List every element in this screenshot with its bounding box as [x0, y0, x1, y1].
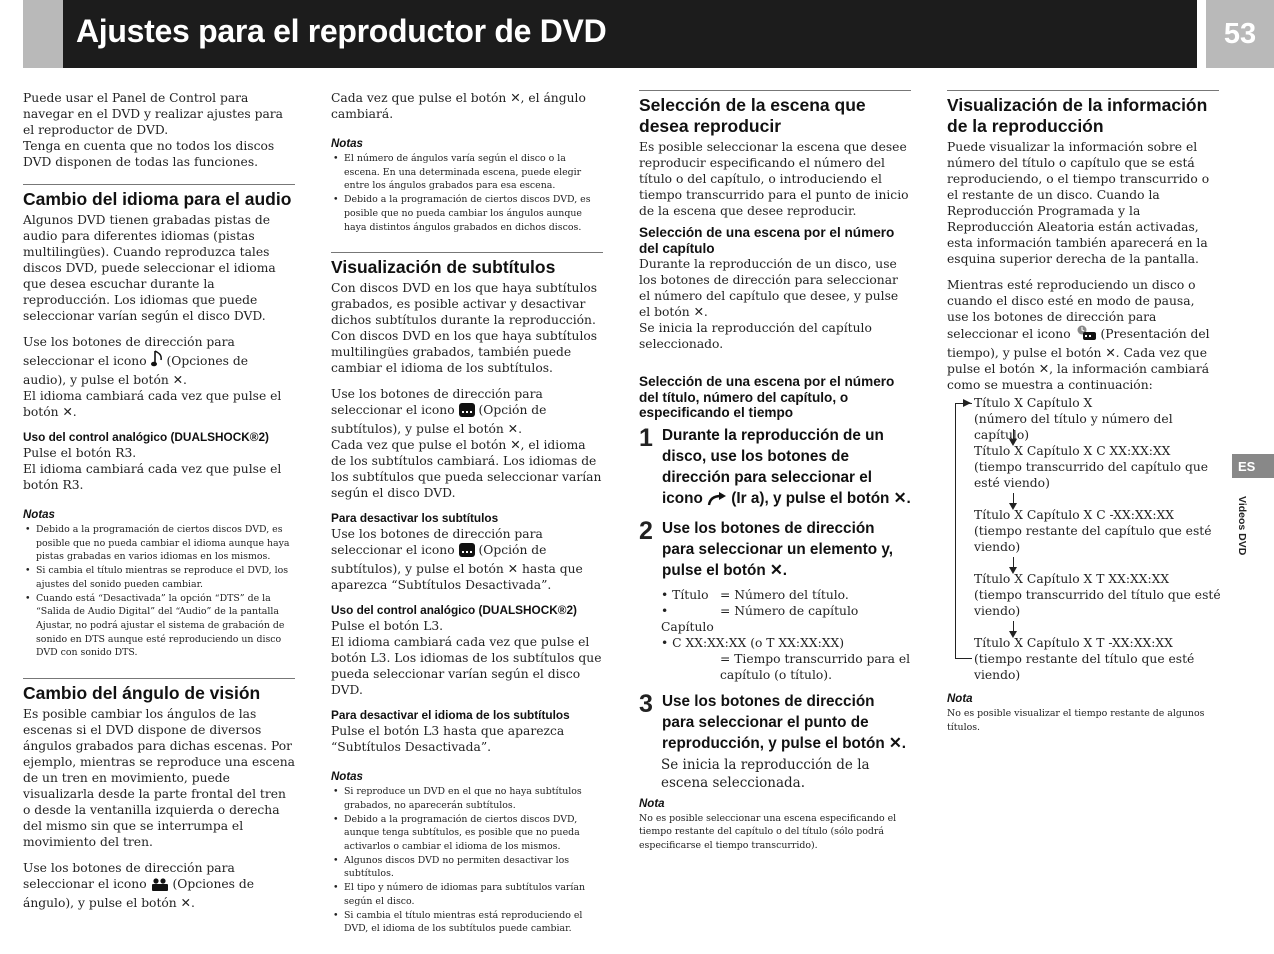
cross-button-icon: ✕ — [507, 422, 519, 437]
scene-nota-heading: Nota — [639, 797, 665, 810]
list-item: • Debido a la programación de ciertos discos DVD, es posible que no pueda cambiar los ángulos aunque haya distintos ángulos grabados en dichos discos. — [331, 193, 603, 234]
language-tab: ES — [1232, 454, 1274, 478]
time-display-icon — [1075, 325, 1097, 345]
list-item: • Debido a la programación de ciertos discos DVD, es posible que no pueda cambiar el idioma aunque haya pistas grabadas en varios idiomas en los mismos. — [23, 523, 295, 564]
audio-analog-heading: Uso del control analógico (DUALSHOCK®2) — [23, 430, 269, 444]
audio-analog-p2: El idioma cambiará cada vez que pulse el botón R3. — [23, 462, 282, 492]
def-value: = Número de capítulo — [720, 603, 859, 618]
section-side-label: Videos DVD — [1236, 496, 1248, 556]
table-row — [661, 651, 911, 683]
def-key: • C XX:XX:XX (o T XX:XX:XX) — [661, 635, 845, 650]
cross-button-icon: ✕ — [507, 562, 519, 577]
subtitles-analog-heading: Uso del control analógico (DUALSHOCK®2) — [331, 603, 577, 618]
angle-continued: Cada vez que pulse el botón ✕, el ángulo cambiará. — [331, 91, 586, 121]
list-item: • Algunos discos DVD no permiten desactivar los subtítulos. — [331, 854, 603, 881]
section-subtitles-title: Visualización de subtítulos — [331, 252, 603, 278]
subtitles-change-note: Cada vez que pulse el botón ✕, el idioma de los subtítulos cambiará. Los idiomas de los subtítulos que pueda seleccionar varían según el disco DVD. — [331, 438, 602, 501]
cycle-item: Título X Capítulo X C -XX:XX:XX (tiempo restante del capítulo que esté viendo) — [974, 508, 1212, 554]
cycle-return-line — [955, 403, 956, 658]
subtitle-options-icon — [459, 403, 475, 421]
angle-instructions: Use los botones de dirección para seleccionar el icono (Opciones de ángulo), y pulse el botón ✕. — [23, 861, 255, 911]
list-item: • El tipo y número de idiomas para subtítulos varían según el disco. — [331, 881, 603, 908]
subtitles-notes-list — [331, 785, 603, 936]
step-number: 1 — [639, 423, 653, 452]
item-definitions — [661, 587, 911, 683]
def-value: = Número del título. — [720, 587, 849, 602]
intro-paragraph-1: Puede usar el Panel de Control para navegar en el DVD y realizar ajustes para el reproductor de DVD. — [23, 91, 284, 137]
def-key: • Capítulo — [661, 603, 714, 634]
step-3 — [639, 691, 911, 754]
step-1 — [639, 425, 911, 512]
cycle-item: Título X Capítulo X T XX:XX:XX (tiempo transcurrido del título que esté viendo) — [974, 572, 1221, 618]
step-number: 3 — [639, 689, 653, 718]
chapter-heading: Selección de una escena por el número del capítulo — [639, 225, 895, 256]
table-row — [661, 635, 911, 651]
subtitles-off-paragraph: Use los botones de dirección para seleccionar el icono (Opción de subtítulos), y pulse el botón ✕ hasta que aparezca “Subtítulos Desactivada”. — [331, 527, 583, 593]
subtitles-analog-p2: El idioma cambiará cada vez que pulse el botón L3. Los idiomas de los subtítulos que pueda seleccionar varían según el disco DVD. — [331, 635, 602, 698]
chapter-paragraph: Durante la reproducción de un disco, use los botones de dirección para seleccionar el número del capítulo que desee, y pulse el botón ✕. — [639, 257, 899, 319]
cross-button-icon: ✕ — [62, 405, 73, 419]
cycle-bottom-line — [955, 658, 972, 659]
angle-paragraph: Es posible cambiar los ángulos de las escenas si el DVD dispone de diversos ángulos grabados para dichas escenas. Por ejemplo, mientras se reproduce una escena de un tren en movimiento, puede visualizarla desde la parte frontal del tren o desde la ventanilla izquierda o derecha del mismo sin que se interrumpa el movimiento del tren. — [23, 707, 295, 850]
section-scene-title: Selección de la escena que desea reproducir — [639, 90, 911, 137]
playback-info-paragraph: Puede visualizar la información sobre el número del título o capítulo que se está reproduciendo, o el tiempo transcurrido o el restante de un disco. Cuando la Reproducción Programada y la Reproducción Aleatoria están activadas, esta información también aparecerá en la esquina superior derecha de la pantalla. — [947, 140, 1210, 266]
cycle-item: Título X Capítulo X (número del título y número del capítulo) — [974, 396, 1173, 442]
subtitles-instructions: Use los botones de dirección para seleccionar el icono (Opción de subtítulos), y pulse el botón ✕. — [331, 387, 547, 437]
step-2-text: Use los botones de dirección para seleccionar un elemento y, pulse el botón ✕. — [662, 519, 893, 579]
scene-nota-text: No es posible seleccionar una escena especificando el tiempo restante del capítulo o del título (sólo podrá especificarse el tiempo transcurrido). — [639, 812, 897, 851]
subtitles-paragraph: Con discos DVD en los que haya subtítulos grabados, es posible activar y desactivar dichos subtítulos durante la reproducción. Con discos DVD en los que haya subtítulos multilingües grabados, también puede cambiar el idioma de los subtítulos. — [331, 281, 598, 376]
arrow-right-icon — [963, 399, 971, 407]
info-cycle-diagram — [947, 396, 1221, 683]
table-row — [661, 603, 911, 635]
subtitles-analog-p1: Pulse el botón L3. — [331, 619, 444, 634]
def-key — [661, 651, 720, 683]
list-item: • Si cambia el título mientras está reproduciendo el DVD, el idioma de los subtítulos puede cambiar. — [331, 909, 603, 936]
cycle-item: Título X Capítulo X T -XX:XX:XX (tiempo restante del título que esté viendo) — [974, 636, 1195, 682]
scene-paragraph: Es posible seleccionar la escena que desee reproducir especificando el número del título o del capítulo, o introduciendo el tiempo transcurrido para el punto de inicio de la escena que desee reproducir. — [639, 140, 909, 218]
audio-options-icon — [151, 350, 163, 372]
list-item: • Si cambia el título mientras se reproduce el DVD, los ajustes del sonido pueden cambiar. — [23, 564, 295, 591]
cross-button-icon: ✕ — [180, 896, 191, 911]
cycle-item: Título X Capítulo X C XX:XX:XX (tiempo transcurrido del capítulo que esté viendo) — [974, 444, 1209, 490]
page-number: 53 — [1206, 0, 1274, 68]
audio-paragraph: Algunos DVD tienen grabadas pistas de audio para diferentes idiomas (pistas multilingües). Cuando reproduzca tales discos DVD, puede seleccionar el idioma que desea escuchar durante la reproducción. Los idiomas que puede seleccionar varían según el disco DVD. — [23, 213, 276, 323]
page-title: Ajustes para el reproductor de DVD — [76, 13, 607, 49]
subtitles-off-heading: Para desactivar los subtítulos — [331, 511, 499, 526]
audio-analog-p1: Pulse el botón R3. — [23, 446, 137, 460]
subtitles-lang-off-heading: Para desactivar el idioma de los subtítulos — [331, 708, 570, 723]
subtitle-options-icon — [459, 543, 475, 561]
chapter-paragraph-2: Se inicia la reproducción del capítulo seleccionado. — [639, 321, 872, 351]
section-audio-title: Cambio del idioma para el audio — [23, 184, 295, 210]
def-value: = Tiempo transcurrido para el capítulo (o título). — [720, 651, 911, 682]
step-3-text: Use los botones de dirección para seleccionar el punto de reproducción, y pulse el botón ✕. — [662, 692, 906, 752]
column-2 — [331, 90, 603, 936]
intro-paragraph-2: Tenga en cuenta que no todos los discos DVD disponen de todas las funciones. — [23, 139, 275, 169]
list-item: • Si reproduce un DVD en el que no haya subtítulos grabados, no aparecerán subtítulos. — [331, 785, 603, 812]
step-3-result: Se inicia la reproducción de la escena seleccionada. — [661, 756, 870, 791]
playback-nota-heading: Nota — [947, 693, 973, 705]
angle-notes-list — [331, 152, 603, 234]
angle-notes-heading: Notas — [331, 138, 363, 150]
subtitles-notes-heading: Notas — [331, 771, 363, 784]
section-angle-title: Cambio del ángulo de visión — [23, 678, 295, 704]
list-item: • El número de ángulos varía según el disco o la escena. En una determinada escena, puede elegir entre los ángulos grabados para esa escena. — [331, 152, 603, 193]
list-item: • Cuando está “Desactivada” la opción “DTS” de la “Salida de Audio Digital” del “Audio” de la pantalla Ajustar, no podrá ajustar el sistema de grabación de sonido en DTS aunque esté reproduciendo un disco DVD con sonido DTS. — [23, 592, 295, 661]
table-row — [661, 587, 911, 603]
playback-info-instructions: Mientras esté reproduciendo un disco o cuando el disco esté en modo de pausa, use los botones de dirección para seleccionar el icono (Presentación del tiempo), y pulse el botón ✕. Cada vez que pulse el botón ✕, la información cambiará como se muestra a continuación: — [947, 278, 1210, 392]
column-4 — [947, 90, 1219, 734]
angle-options-icon — [151, 878, 169, 895]
list-item: • Debido a la programación de ciertos discos DVD, aunque tenga subtítulos, es posible que no pueda activarlos o cambiar el idioma de los mismos. — [331, 813, 603, 854]
audio-notes-heading: Notas — [23, 509, 55, 521]
step-2 — [639, 518, 911, 581]
column-3 — [639, 90, 911, 852]
go-to-icon — [707, 491, 727, 512]
subtitles-lang-off-paragraph: Pulse el botón L3 hasta que aparezca “Subtítulos Desactivada”. — [331, 724, 565, 755]
column-1 — [23, 90, 295, 921]
playback-nota-text: No es posible visualizar el tiempo restante de algunos títulos. — [947, 708, 1205, 733]
section-playback-info-title: Visualización de la información de la reproducción — [947, 90, 1219, 137]
def-key: • Título — [661, 587, 709, 602]
cross-button-icon: ✕ — [172, 373, 184, 387]
audio-notes-list — [23, 523, 295, 660]
audio-change-note: El idioma cambiará cada vez que pulse el botón ✕. — [23, 389, 282, 419]
header-grey-block — [23, 0, 63, 68]
step-1-text: Durante la reproducción de un disco, use los botones de dirección para seleccionar el icono (Ir a), y pulse el botón ✕. — [662, 425, 911, 512]
title-chapter-time-heading: Selección de una escena por el número del título, número del capítulo, o especificando el tiempo — [639, 374, 895, 420]
step-number: 2 — [639, 516, 653, 545]
audio-instructions: Use los botones de dirección para seleccionar el icono (Opciones de audio), y pulse el botón ✕. — [23, 335, 249, 387]
